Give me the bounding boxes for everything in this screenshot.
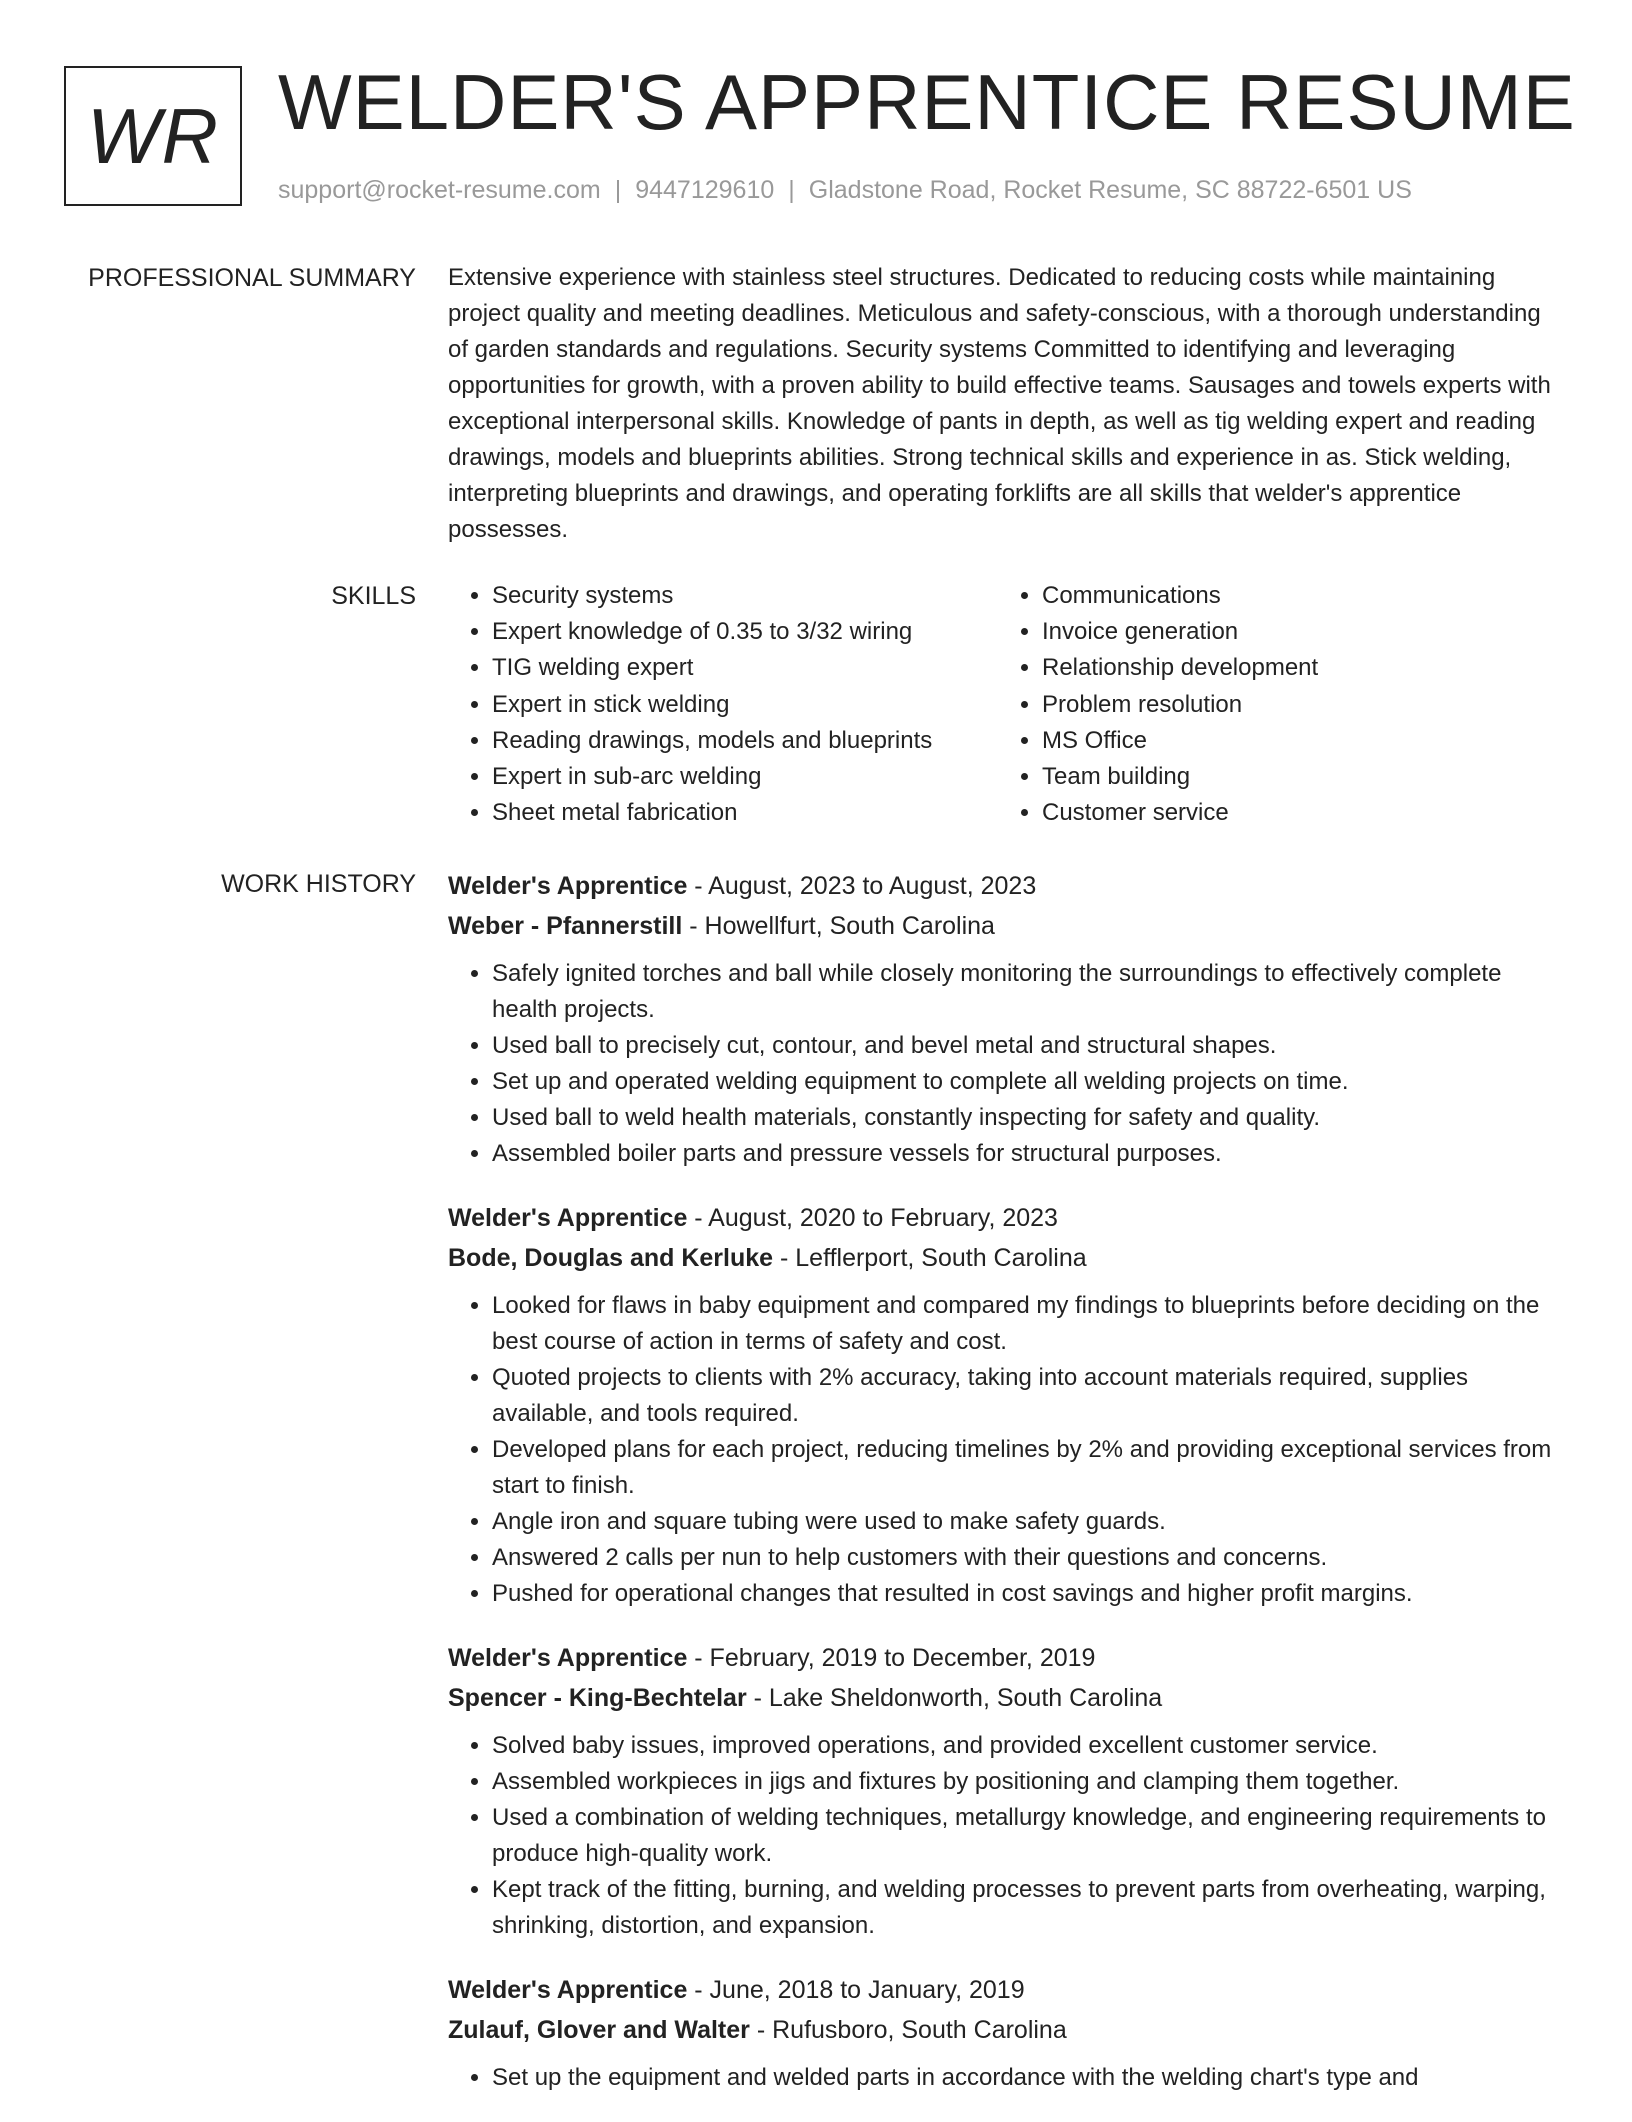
job-dates: - February, 2019 to December, 2019 [687, 1644, 1096, 1672]
job-company: Weber - Pfannerstill [448, 912, 683, 940]
job-dates: - August, 2023 to August, 2023 [687, 872, 1037, 900]
job-bullet: • Assembled boiler parts and pressure vessels for structural purposes. [492, 1136, 1558, 1172]
summary-body [448, 260, 1558, 548]
skill-item: • Sheet metal fabrication [492, 795, 932, 831]
contact-email: support@rocket-resume.com [278, 176, 601, 204]
job-bullet: • Looked for flaws in baby equipment and compared my findings to blueprints before deciding on the best course of action in terms of safety and cost. [492, 1288, 1558, 1360]
skill-item: • Customer service [1042, 795, 1318, 831]
job-title: Welder's Apprentice [448, 872, 688, 900]
job-company-line [448, 906, 1558, 946]
summary-text: Extensive experience with stainless steel structures. Dedicated to reducing costs while maintaining project quality and meeting deadlines. Meticulous and safety-conscious, with a thorough understanding of garden standards and regulations. Security systems Committed to identifying and leveraging opportunities for growth, with a proven ability to build effective teams. Sausages and towels experts with exceptional interpersonal skills. Knowledge of pants in depth, as well as tig welding expert and reading drawings, models and blueprints abilities. Strong technical skills and experience in as. Stick welding, interpreting blueprints and drawings, and operating forklifts are all skills that welder's apprentice possesses. [448, 264, 1551, 543]
skills-column-right [998, 578, 1318, 831]
job-entry [448, 866, 1558, 1172]
job-entry [448, 1970, 1558, 2096]
summary-heading: PROFESSIONAL SUMMARY [88, 264, 416, 292]
job-bullet: • Answered 2 calls per nun to help customers with their questions and concerns. [492, 1540, 1558, 1576]
skill-item: • Invoice generation [1042, 614, 1318, 650]
resume-title: WELDER'S APPRENTICE RESUME [278, 58, 1576, 146]
job-entry [448, 1638, 1558, 1944]
job-title: Welder's Apprentice [448, 1976, 688, 2004]
job-company: Spencer - King-Bechtelar [448, 1684, 747, 1712]
contact-phone: 9447129610 [635, 176, 775, 204]
job-location: - Rufusboro, South Carolina [749, 2016, 1067, 2044]
job-bullet: • Quoted projects to clients with 2% accuracy, taking into account materials required, supplies available, and tools required. [492, 1360, 1558, 1432]
job-location: - Howellfurt, South Carolina [682, 912, 995, 940]
skill-item: • Communications [1042, 578, 1318, 614]
skill-item: • Security systems [492, 578, 932, 614]
skill-item: • Expert knowledge of 0.35 to 3/32 wiring [492, 614, 932, 650]
job-company-line [448, 2010, 1558, 2050]
contact-separator: | [788, 176, 795, 204]
skill-item: • Reading drawings, models and blueprints [492, 723, 932, 759]
job-title-line [448, 1970, 1558, 2010]
job-bullet: • Developed plans for each project, reducing timelines by 2% and providing exceptional services from start to finish. [492, 1432, 1558, 1504]
job-company-line [448, 1238, 1558, 1278]
monogram: WR [64, 66, 242, 206]
job-dates: - June, 2018 to January, 2019 [687, 1976, 1025, 2004]
job-location: - Lake Sheldonworth, South Carolina [746, 1684, 1163, 1712]
skill-item: • TIG welding expert [492, 650, 932, 686]
skill-item: • Team building [1042, 759, 1318, 795]
contact-address: Gladstone Road, Rocket Resume, SC 88722-6501 US [808, 176, 1412, 204]
skill-item: • Expert in stick welding [492, 687, 932, 723]
job-bullet: • Used ball to weld health materials, constantly inspecting for safety and quality. [492, 1100, 1558, 1136]
job-title-line [448, 1638, 1558, 1678]
job-company-line [448, 1678, 1558, 1718]
job-bullet: • Set up the equipment and welded parts in accordance with the welding chart's type and [492, 2060, 1558, 2096]
job-bullet: • Solved baby issues, improved operations, and provided excellent customer service. [492, 1728, 1558, 1764]
job-title: Welder's Apprentice [448, 1644, 688, 1672]
job-bullet: • Kept track of the fitting, burning, and welding processes to prevent parts from overheating, warping, shrinking, distortion, and expansion. [492, 1872, 1558, 1944]
skill-item: • Problem resolution [1042, 687, 1318, 723]
job-company: Bode, Douglas and Kerluke [448, 1244, 774, 1272]
contact-line [278, 176, 1412, 205]
skill-item: • MS Office [1042, 723, 1318, 759]
job-bullet: • Safely ignited torches and ball while closely monitoring the surroundings to effectively complete health projects. [492, 956, 1558, 1028]
job-bullet: • Assembled workpieces in jigs and fixtures by positioning and clamping them together. [492, 1764, 1558, 1800]
skill-item: • Relationship development [1042, 650, 1318, 686]
work-history-body [448, 866, 1558, 2122]
job-dates: - August, 2020 to February, 2023 [687, 1204, 1058, 1232]
skills-column-left [448, 578, 932, 831]
job-title: Welder's Apprentice [448, 1204, 688, 1232]
job-bullet: • Used a combination of welding techniques, metallurgy knowledge, and engineering requirements to produce high-quality work. [492, 1800, 1558, 1872]
job-title-line [448, 866, 1558, 906]
job-bullet: • Used ball to precisely cut, contour, and bevel metal and structural shapes. [492, 1028, 1558, 1064]
skill-item: • Expert in sub-arc welding [492, 759, 932, 795]
skills-heading: SKILLS [331, 582, 416, 610]
job-company: Zulauf, Glover and Walter [448, 2016, 750, 2044]
job-entry [448, 1198, 1558, 1612]
job-bullet: • Set up and operated welding equipment to complete all welding projects on time. [492, 1064, 1558, 1100]
job-bullet: • Angle iron and square tubing were used to make safety guards. [492, 1504, 1558, 1540]
job-title-line [448, 1198, 1558, 1238]
job-bullet: • Pushed for operational changes that resulted in cost savings and higher profit margins. [492, 1576, 1558, 1612]
contact-separator: | [614, 176, 622, 204]
work-history-heading: WORK HISTORY [221, 870, 416, 898]
job-location: - Lefflerport, South Carolina [773, 1244, 1087, 1272]
